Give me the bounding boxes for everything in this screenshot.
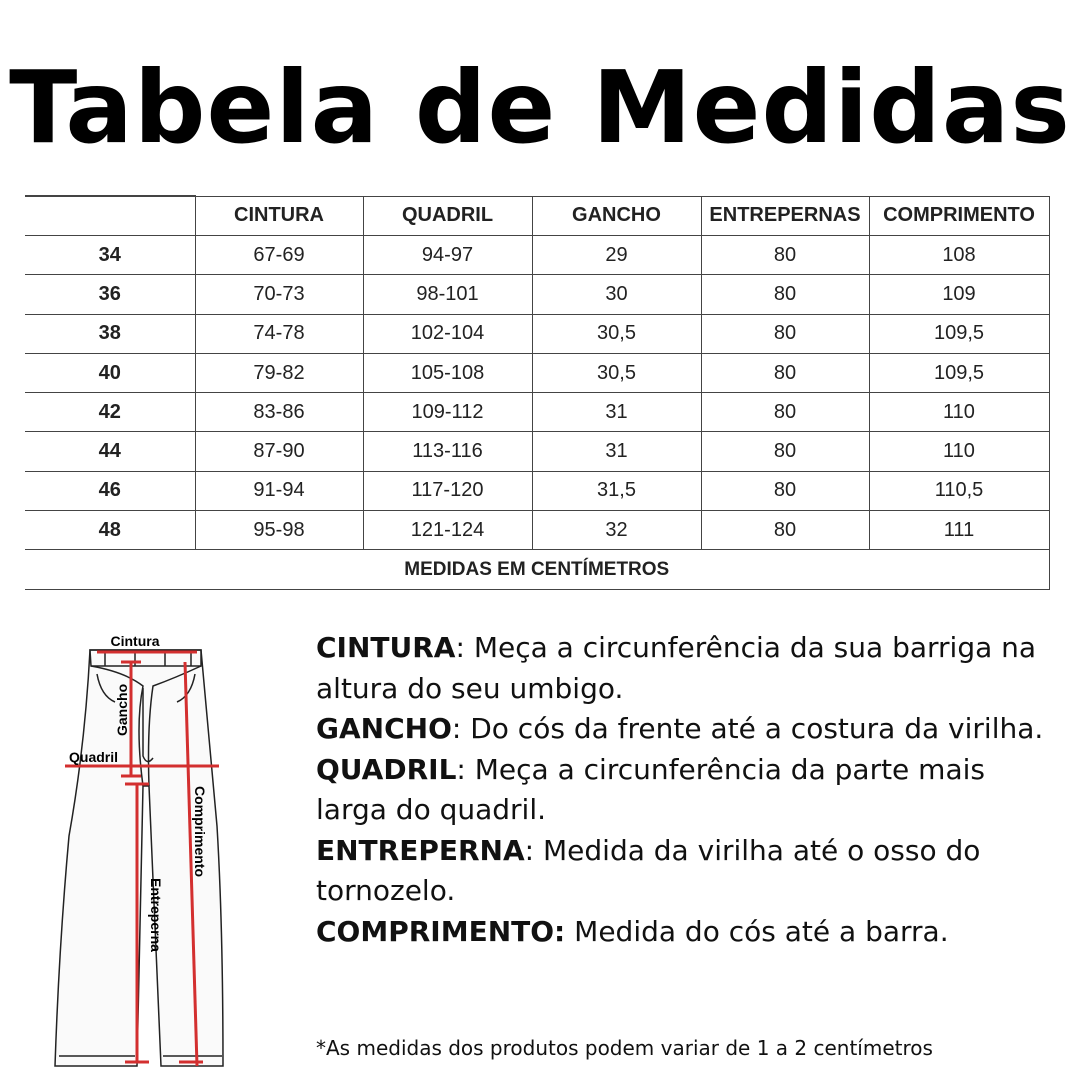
table-cell: 80 [701, 511, 869, 550]
legend-item-gancho: GANCHO: Do cós da frente até a costura da virilha. [316, 712, 1044, 745]
table-cell: 30 [532, 275, 701, 314]
table-cell: 110 [869, 393, 1049, 432]
legend-item-entreperna: ENTREPERNA: Medida da virilha até o osso do tornozelo. [316, 833, 981, 907]
header-cell-blank [25, 196, 195, 236]
pants-diagram [25, 626, 305, 1076]
table-row [25, 236, 1049, 275]
table-cell: 83-86 [195, 393, 363, 432]
measurement-legend [316, 628, 1056, 952]
table-cell: 80 [701, 314, 869, 353]
size-table-wrapper [25, 195, 1050, 590]
table-cell: 30,5 [532, 314, 701, 353]
table-cell: 80 [701, 353, 869, 392]
table-cell: 105-108 [363, 353, 532, 392]
table-cell: 111 [869, 511, 1049, 550]
table-cell: 80 [701, 275, 869, 314]
table-cell: 102-104 [363, 314, 532, 353]
header-cell-quadril: QUADRIL [363, 196, 532, 236]
table-header-row [25, 196, 1049, 236]
table-cell: 80 [701, 432, 869, 471]
header-cell-gancho: GANCHO [532, 196, 701, 236]
table-cell: 95-98 [195, 511, 363, 550]
table-row [25, 275, 1049, 314]
table-cell: 109 [869, 275, 1049, 314]
size-cell: 34 [25, 236, 195, 275]
table-cell: 94-97 [363, 236, 532, 275]
table-cell: 31 [532, 432, 701, 471]
entreperna-label: Entreperna [148, 878, 164, 952]
table-row [25, 432, 1049, 471]
table-cell: 80 [701, 236, 869, 275]
table-body [25, 236, 1049, 550]
table-row [25, 393, 1049, 432]
legend-item-cintura: CINTURA: Meça a circunferência da sua barriga na altura do seu umbigo. [316, 631, 1037, 705]
table-cell: 30,5 [532, 353, 701, 392]
size-table [25, 195, 1050, 590]
table-cell: 110 [869, 432, 1049, 471]
table-cell: 113-116 [363, 432, 532, 471]
header-cell-cintura: CINTURA [195, 196, 363, 236]
size-cell: 48 [25, 511, 195, 550]
table-cell: 117-120 [363, 471, 532, 510]
table-cell: 109,5 [869, 314, 1049, 353]
table-cell: 79-82 [195, 353, 363, 392]
table-cell: 70-73 [195, 275, 363, 314]
size-cell: 44 [25, 432, 195, 471]
table-cell: 31,5 [532, 471, 701, 510]
table-row [25, 511, 1049, 550]
table-cell: 29 [532, 236, 701, 275]
comprimento-label: Comprimento [192, 786, 208, 877]
table-row [25, 314, 1049, 353]
table-cell: 110,5 [869, 471, 1049, 510]
legend-item-quadril: QUADRIL: Meça a circunferência da parte mais larga do quadril. [316, 752, 985, 826]
disclaimer-note: *As medidas dos produtos podem variar de 1 a 2 centímetros [316, 1036, 933, 1060]
table-row [25, 471, 1049, 510]
header-cell-entrepernas: ENTREPERNAS [701, 196, 869, 236]
table-cell: 98-101 [363, 275, 532, 314]
size-cell: 38 [25, 314, 195, 353]
table-cell: 91-94 [195, 471, 363, 510]
quadril-label: Quadril [69, 749, 119, 765]
size-cell: 42 [25, 393, 195, 432]
table-row [25, 353, 1049, 392]
table-cell: 121-124 [363, 511, 532, 550]
table-cell: 109,5 [869, 353, 1049, 392]
table-footer-row [25, 550, 1049, 589]
table-cell: 74-78 [195, 314, 363, 353]
header-cell-comprimento: COMPRIMENTO [869, 196, 1049, 236]
table-cell: 32 [532, 511, 701, 550]
size-cell: 40 [25, 353, 195, 392]
legend-item-comprimento: COMPRIMENTO: Medida do cós até a barra. [316, 914, 949, 948]
cintura-label: Cintura [110, 633, 160, 649]
page-title: Tabela de Medidas [9, 49, 1071, 166]
table-cell: 31 [532, 393, 701, 432]
table-cell: 109-112 [363, 393, 532, 432]
size-cell: 46 [25, 471, 195, 510]
gancho-label: Gancho [114, 683, 130, 736]
table-footer-note: MEDIDAS EM CENTÍMETROS [25, 550, 1049, 589]
size-cell: 36 [25, 275, 195, 314]
table-cell: 80 [701, 471, 869, 510]
table-cell: 87-90 [195, 432, 363, 471]
table-cell: 108 [869, 236, 1049, 275]
table-cell: 80 [701, 393, 869, 432]
table-cell: 67-69 [195, 236, 363, 275]
